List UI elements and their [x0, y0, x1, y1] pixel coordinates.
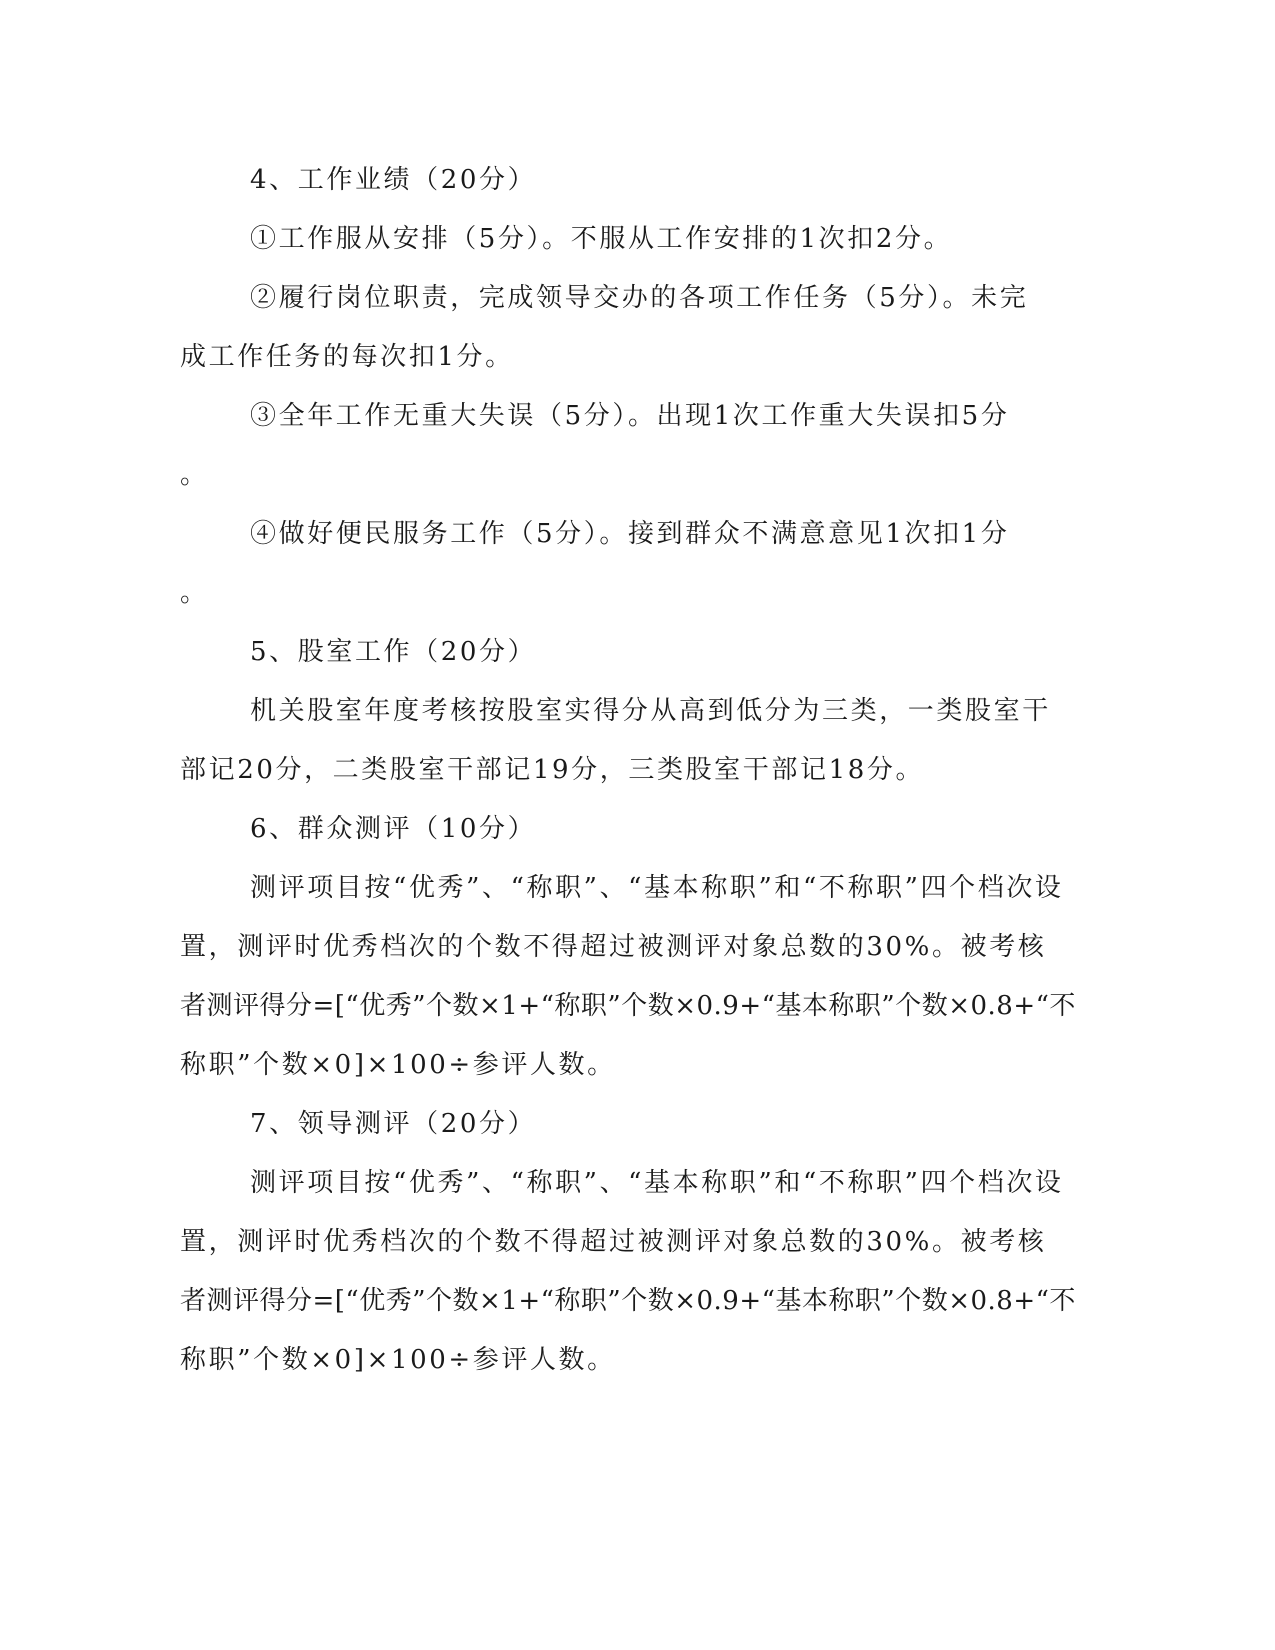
- section-6-line-2: 置，测评时优秀档次的个数不得超过被测评对象总数的30%。被考核: [180, 932, 1047, 962]
- section-6-line-4: 称职”个数×0]×100÷参评人数。: [180, 1050, 616, 1080]
- section-heading-4: 4、工作业绩（20分）: [250, 165, 537, 195]
- item-4-line-1: ④做好便民服务工作（5分）。接到群众不满意意见1次扣1分: [250, 519, 1010, 549]
- item-1-line: ①工作服从安排（5分）。不服从工作安排的1次扣2分。: [250, 224, 953, 254]
- section-6-line-3: 者测评得分=[“优秀”个数×1+“称职”个数×0.9+“基本称职”个数×0.8+“不: [180, 991, 1076, 1021]
- section-7-line-4: 称职”个数×0]×100÷参评人数。: [180, 1345, 616, 1375]
- section-5-line-2: 部记20分，二类股室干部记19分，三类股室干部记18分。: [180, 755, 925, 785]
- item-4-line-2: 。: [180, 578, 209, 608]
- item-3-line-2: 。: [180, 460, 209, 490]
- section-7-line-2: 置，测评时优秀档次的个数不得超过被测评对象总数的30%。被考核: [180, 1227, 1047, 1257]
- item-3-line-1: ③全年工作无重大失误（5分）。出现1次工作重大失误扣5分: [250, 401, 1010, 431]
- item-2-line-1: ②履行岗位职责，完成领导交办的各项工作任务（5分）。未完: [250, 283, 1029, 313]
- section-heading-7: 7、领导测评（20分）: [250, 1109, 537, 1139]
- item-2-line-2: 成工作任务的每次扣1分。: [180, 342, 514, 372]
- section-heading-5: 5、股室工作（20分）: [250, 637, 537, 667]
- section-5-line-1: 机关股室年度考核按股室实得分从高到低分为三类，一类股室干: [250, 696, 1051, 726]
- section-7-line-1: 测评项目按“优秀”、“称职”、“基本称职”和“不称职”四个档次设: [250, 1168, 1064, 1198]
- section-6-line-1: 测评项目按“优秀”、“称职”、“基本称职”和“不称职”四个档次设: [250, 873, 1064, 903]
- section-heading-6: 6、群众测评（10分）: [250, 814, 537, 844]
- section-7-line-3: 者测评得分=[“优秀”个数×1+“称职”个数×0.9+“基本称职”个数×0.8+“不: [180, 1286, 1076, 1316]
